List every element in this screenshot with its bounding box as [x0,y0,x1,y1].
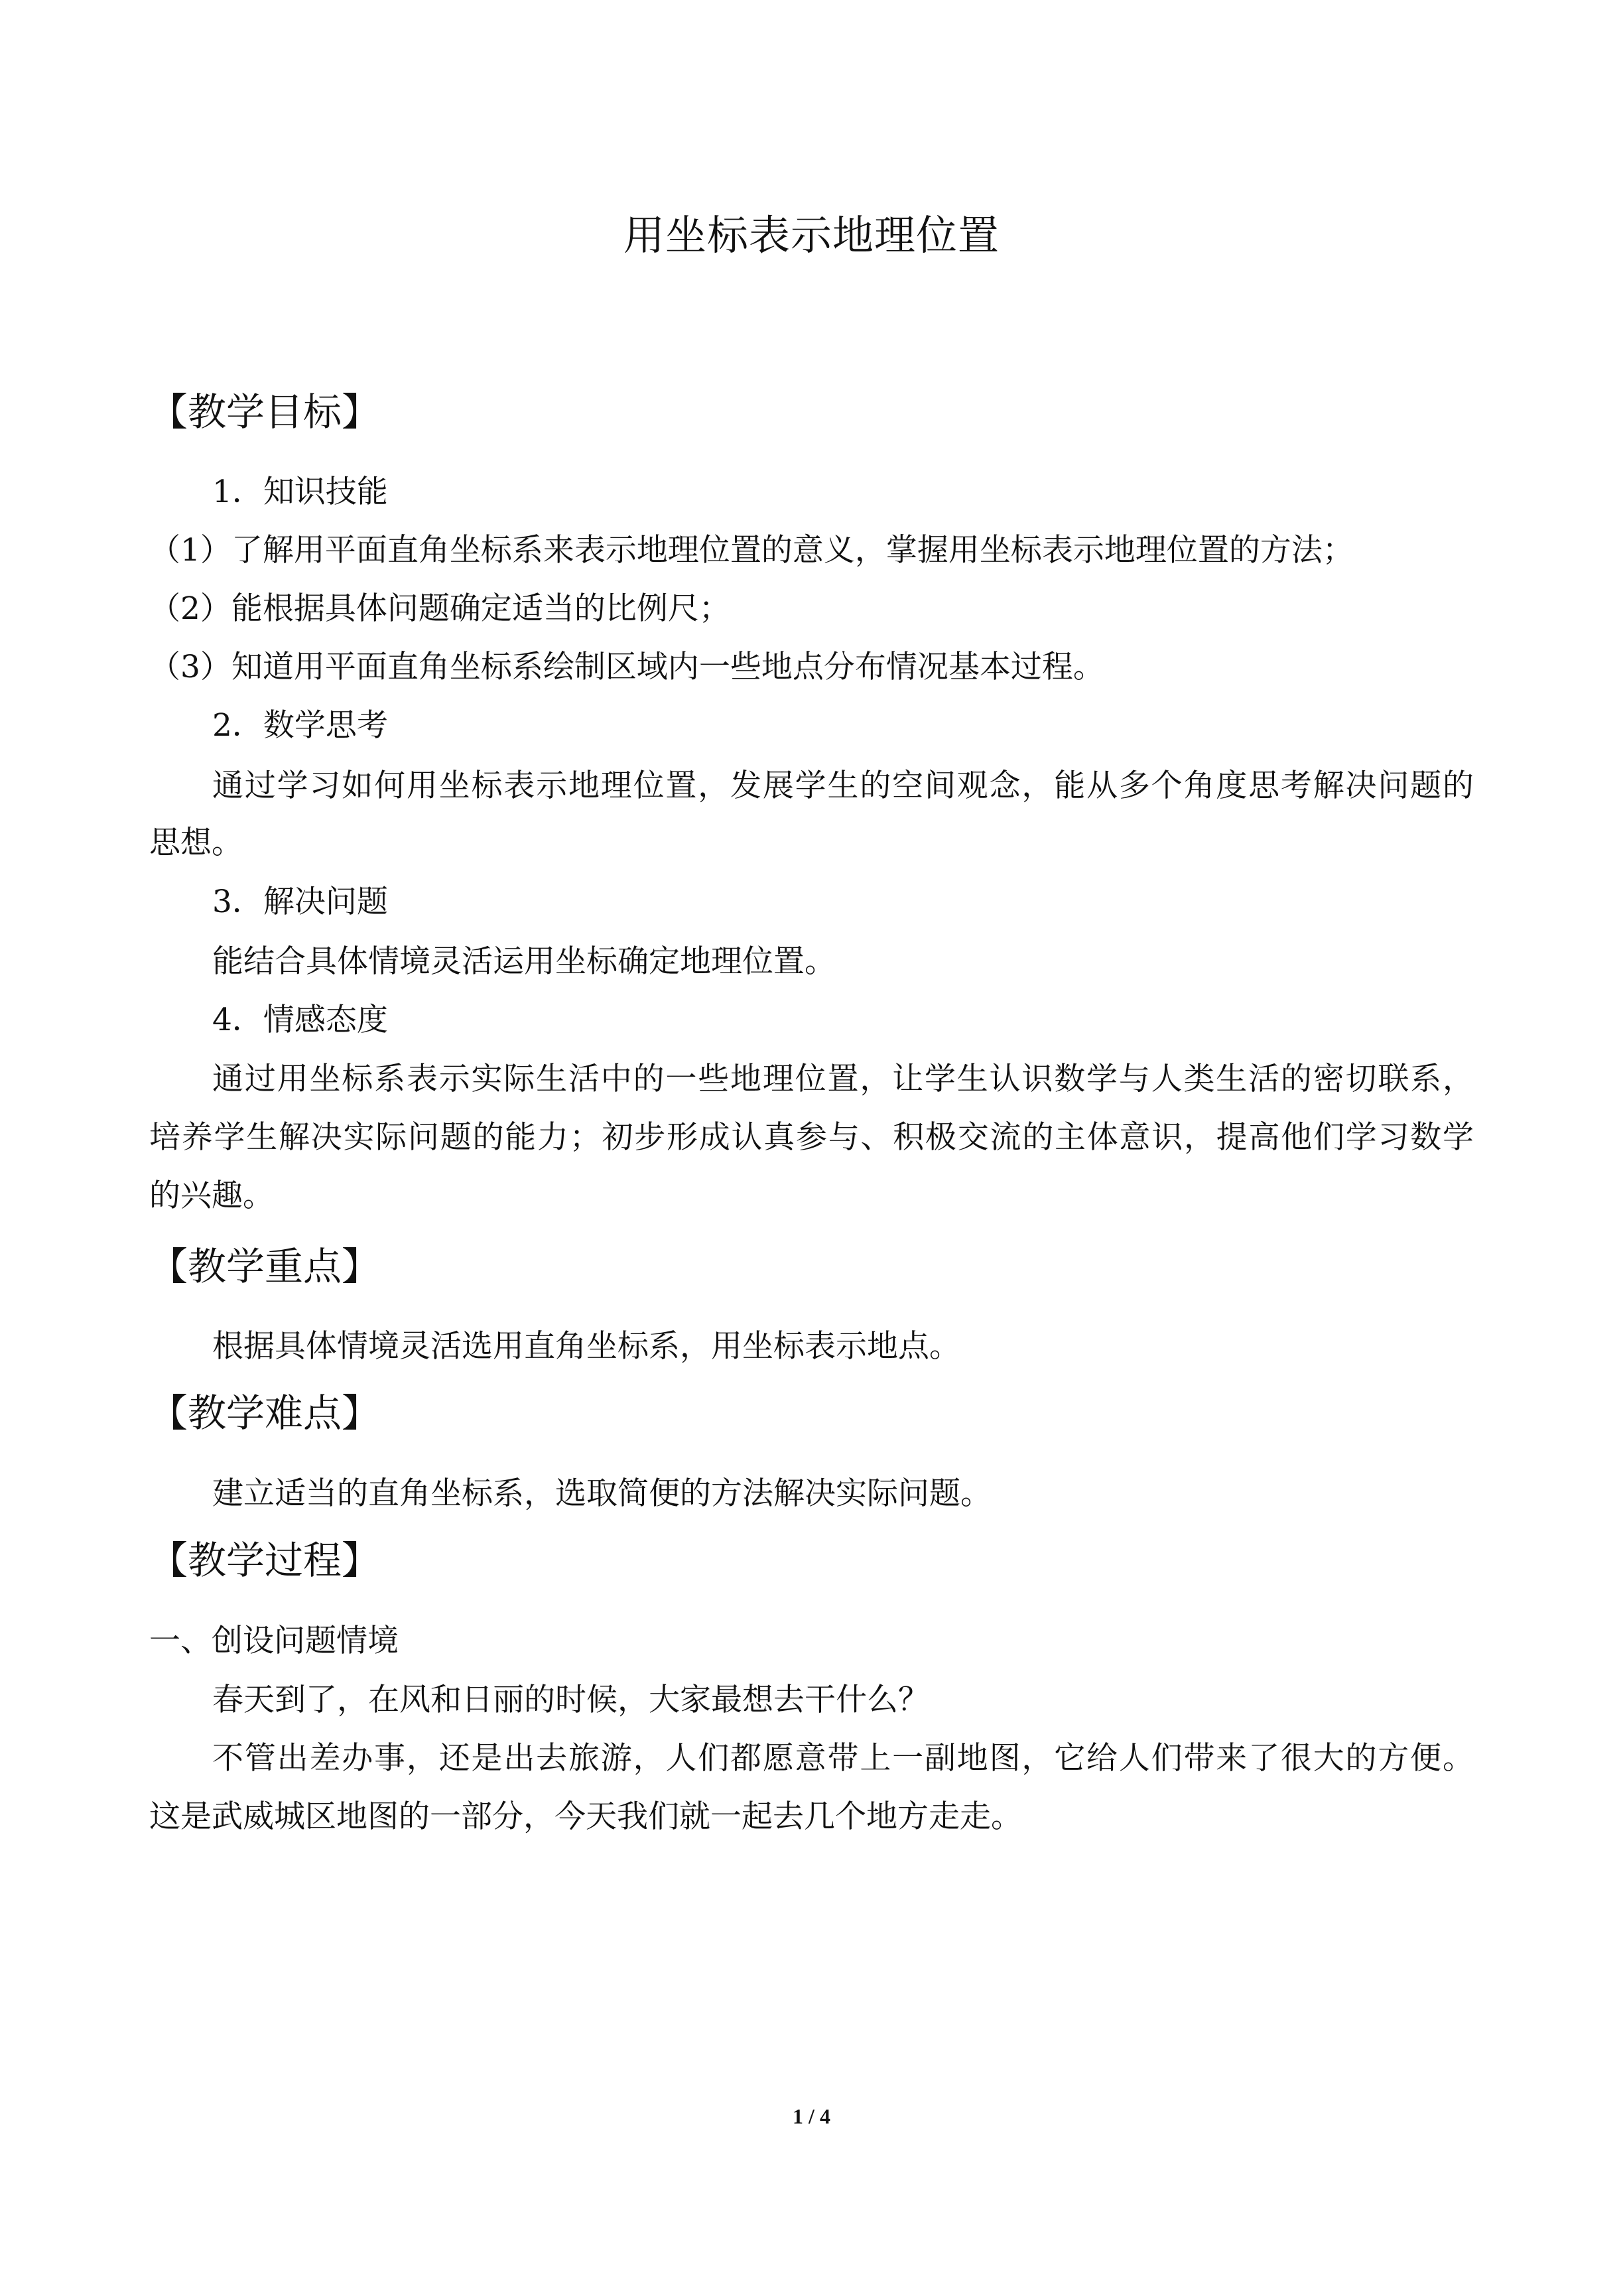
objective-item-2: 2．数学思考 [212,707,388,744]
process-step-1: 一、创设问题情境 [149,1623,399,1659]
objective-item-4-text-b: 培养学生解决实际问题的能力；初步形成认真参与、积极交流的主体意识，提高他们学习数学 [149,1119,1474,1156]
section-heading-objectives: 【教学目标】 [149,389,381,435]
page-title: 用坐标表示地理位置 [623,211,1000,259]
key-points-text: 根据具体情境灵活选用直角坐标系，用坐标表示地点。 [212,1328,960,1365]
process-paragraph-2-a: 不管出差办事，还是出去旅游，人们都愿意带上一副地图，它给人们带来了很大的方便。 [212,1740,1474,1777]
objective-item-4: 4．情感态度 [212,1002,388,1038]
section-heading-process: 【教学过程】 [149,1538,381,1583]
page-number: 1 / 4 [793,2104,830,2128]
objective-item-1-1: （1）了解用平面直角坐标系来表示地理位置的意义，掌握用坐标表示地理位置的方法； [149,532,1354,569]
objective-item-1-3: （3）知道用平面直角坐标系绘制区域内一些地点分布情况基本过程。 [149,649,1104,685]
objective-item-1-2: （2）能根据具体问题确定适当的比例尺； [149,590,730,627]
objective-item-3-text: 能结合具体情境灵活运用坐标确定地理位置。 [212,943,836,980]
objective-item-4-text-c: 的兴趣。 [149,1178,274,1214]
section-heading-difficulties: 【教学难点】 [149,1390,381,1436]
section-heading-key-points: 【教学重点】 [149,1244,381,1289]
process-paragraph-2-b: 这是武威城区地图的一部分，今天我们就一起去几个地方走走。 [149,1798,1022,1835]
objective-item-2-text-b: 思想。 [149,825,243,861]
objective-item-4-text-a: 通过用坐标系表示实际生活中的一些地理位置，让学生认识数学与人类生活的密切联系， [212,1061,1474,1097]
objective-item-2-text-a: 通过学习如何用坐标表示地理位置，发展学生的空间观念，能从多个角度思考解决问题的 [212,768,1474,804]
objective-item-3: 3．解决问题 [212,884,388,920]
objective-item-1: 1．知识技能 [212,474,388,510]
process-paragraph-1: 春天到了，在风和日丽的时候，大家最想去干什么？ [212,1682,929,1718]
difficulties-text: 建立适当的直角坐标系，选取简便的方法解决实际问题。 [212,1475,992,1512]
